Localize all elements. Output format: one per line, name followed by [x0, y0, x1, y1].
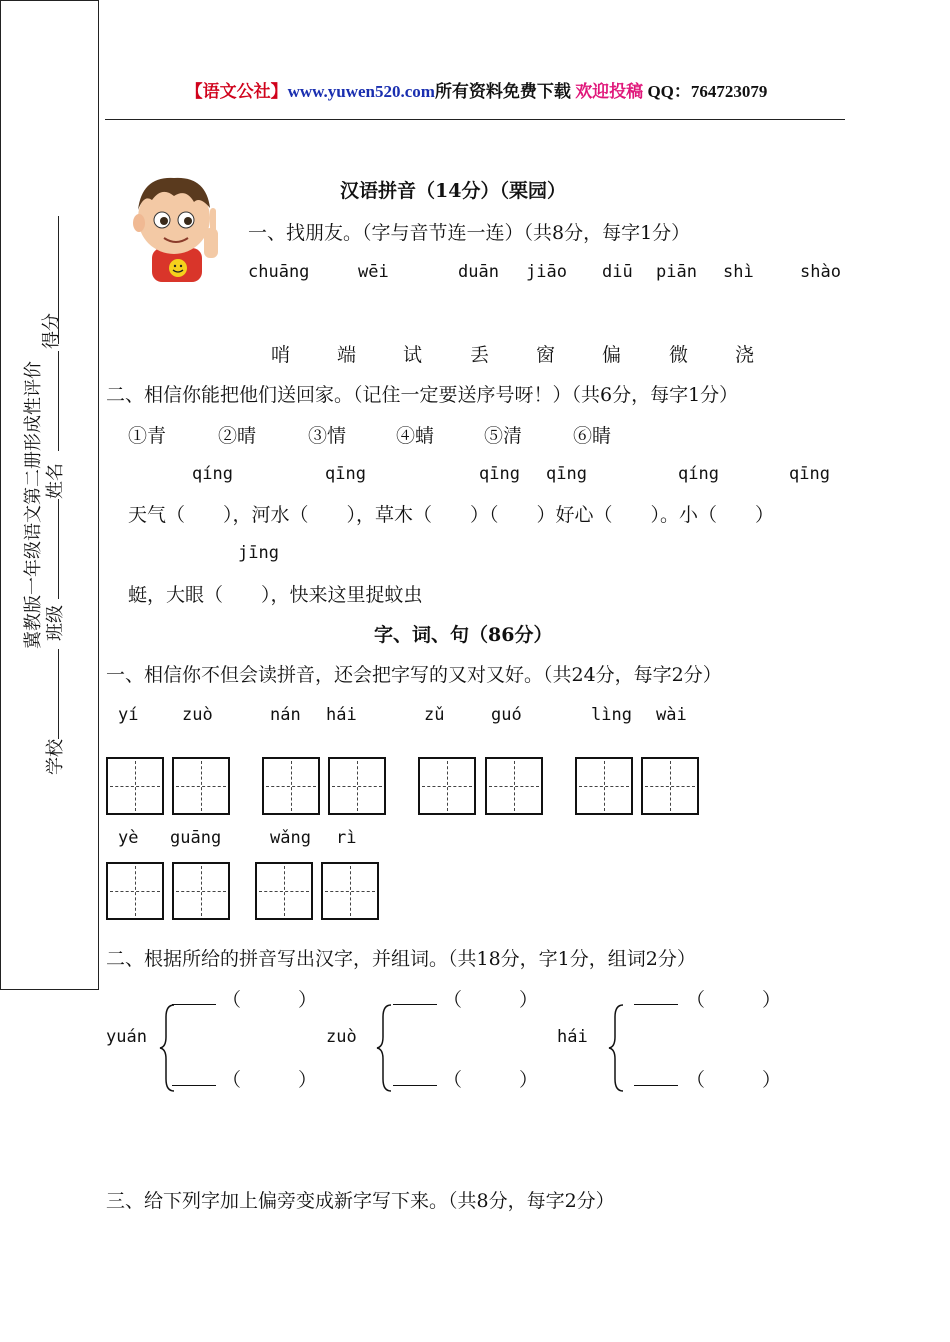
char-item[interactable]: 端	[337, 344, 357, 366]
q2-pinyin: qīng	[479, 464, 520, 484]
word-paren[interactable]: （ ）	[686, 989, 782, 1011]
option-item: ⑤清	[484, 425, 523, 447]
name-label: 姓名	[45, 463, 66, 499]
q2-pinyin: qīng	[789, 464, 830, 484]
word-paren[interactable]: （ ）	[222, 989, 318, 1011]
writing-box[interactable]	[262, 757, 320, 815]
writing-box[interactable]	[106, 862, 164, 920]
writing-box[interactable]	[321, 862, 379, 920]
score-label: 得分	[41, 313, 62, 349]
writing-box[interactable]	[172, 862, 230, 920]
section2-q1: 一、相信你不但会读拼音，还会把字写的又对又好。（共24分，每字2分）	[106, 664, 722, 686]
cartoon-boy-image	[122, 168, 234, 284]
q2-pinyin: qīng	[325, 464, 366, 484]
group-pinyin: hái	[557, 1027, 588, 1047]
brace-icon	[158, 1003, 178, 1093]
writing-box[interactable]	[485, 757, 543, 815]
word-paren[interactable]: （ ）	[686, 1069, 782, 1091]
char-blank[interactable]	[172, 1004, 216, 1005]
writing-box[interactable]	[418, 757, 476, 815]
write-pinyin: rì	[336, 828, 357, 848]
q2-sentence-line1[interactable]: 天气（ ），河水（ ），草木（ ）（ ）好心（ ）。小（ ）	[128, 504, 775, 526]
school-blank[interactable]	[58, 649, 59, 739]
group-pinyin: yuán	[106, 1027, 147, 1047]
class-blank[interactable]	[58, 499, 59, 599]
writing-box[interactable]	[641, 757, 699, 815]
pinyin-item[interactable]: chuāng	[248, 262, 310, 282]
section2-title: 字、词、句（86分）	[374, 624, 553, 646]
char-item[interactable]: 窗	[536, 344, 556, 366]
word-paren[interactable]: （ ）	[443, 989, 539, 1011]
write-pinyin: lìng	[591, 705, 632, 725]
section2-q2: 二、根据所给的拼音写出汉字，并组词。（共18分，字1分，组词2分）	[106, 948, 696, 970]
header-divider	[105, 119, 845, 120]
writing-box[interactable]	[328, 757, 386, 815]
sidebar-title: 冀教版一年级语文第二册形成性评价	[23, 361, 44, 649]
pinyin-item[interactable]: duān	[458, 262, 499, 282]
pinyin-item[interactable]: wēi	[358, 262, 389, 282]
char-item[interactable]: 浇	[735, 344, 755, 366]
option-item: ④蜻	[396, 425, 435, 447]
brace-icon	[375, 1003, 395, 1093]
writing-box[interactable]	[255, 862, 313, 920]
char-blank[interactable]	[393, 1085, 437, 1086]
submit-text: 欢迎投稿	[575, 82, 644, 101]
section1-title: 汉语拼音（14分）（栗园）	[340, 180, 566, 202]
write-pinyin: wài	[656, 705, 687, 725]
char-item[interactable]: 偏	[602, 344, 622, 366]
left-sidebar	[0, 0, 99, 990]
q2-sentence-line2[interactable]: 蜓，大眼（ ），快来这里捉蚊虫	[128, 584, 423, 606]
char-item[interactable]: 哨	[271, 344, 291, 366]
score-blank[interactable]	[58, 216, 59, 344]
brace-icon	[607, 1003, 627, 1093]
class-label: 班级	[45, 605, 66, 641]
q2-pinyin: qīng	[546, 464, 587, 484]
char-item[interactable]: 丢	[470, 344, 490, 366]
q2-pinyin: qíng	[678, 464, 719, 484]
brand-text: 【语文公社】	[185, 82, 288, 101]
page-header	[108, 77, 845, 102]
write-pinyin: nán	[270, 705, 301, 725]
write-pinyin: wǎng	[270, 828, 311, 848]
char-blank[interactable]	[634, 1004, 678, 1005]
qq-text: QQ：764723079	[647, 82, 768, 101]
option-item: ①青	[128, 425, 167, 447]
school-label: 学校	[45, 739, 66, 775]
write-pinyin: guó	[491, 705, 522, 725]
write-pinyin: zuò	[182, 705, 213, 725]
writing-box[interactable]	[575, 757, 633, 815]
pinyin-item[interactable]: piān	[656, 262, 697, 282]
pinyin-item[interactable]: jiāo	[526, 262, 567, 282]
char-blank[interactable]	[393, 1004, 437, 1005]
q2-pinyin: qíng	[192, 464, 233, 484]
header-text: 所有资料免费下载	[434, 82, 571, 101]
section1-q2: 二、相信你能把他们送回家。（记住一定要送序号呀！）（共6分，每字1分）	[106, 384, 739, 406]
option-item: ⑥睛	[573, 425, 612, 447]
write-pinyin: zǔ	[424, 705, 445, 725]
pinyin-item[interactable]: shào	[800, 262, 841, 282]
option-item: ③情	[308, 425, 347, 447]
char-blank[interactable]	[634, 1085, 678, 1086]
writing-box[interactable]	[172, 757, 230, 815]
char-item[interactable]: 微	[669, 344, 689, 366]
write-pinyin: hái	[326, 705, 357, 725]
section2-q3: 三、给下列字加上偏旁变成新字写下来。（共8分，每字2分）	[106, 1190, 615, 1212]
char-blank[interactable]	[172, 1085, 216, 1086]
option-item: ②晴	[218, 425, 257, 447]
pinyin-item[interactable]: shì	[723, 262, 754, 282]
group-pinyin: zuò	[326, 1027, 357, 1047]
site-link[interactable]: www.yuwen520.com	[287, 82, 435, 101]
write-pinyin: yí	[118, 705, 139, 725]
pinyin-item[interactable]: diū	[602, 262, 633, 282]
write-pinyin: yè	[118, 828, 139, 848]
write-pinyin: guāng	[170, 828, 222, 848]
char-item[interactable]: 试	[403, 344, 423, 366]
word-paren[interactable]: （ ）	[443, 1069, 539, 1091]
name-blank[interactable]	[58, 351, 59, 451]
q2-pinyin-jing: jīng	[238, 543, 279, 563]
section1-q1: 一、找朋友。（字与音节连一连）（共8分，每字1分）	[248, 222, 691, 244]
word-paren[interactable]: （ ）	[222, 1069, 318, 1091]
writing-box[interactable]	[106, 757, 164, 815]
